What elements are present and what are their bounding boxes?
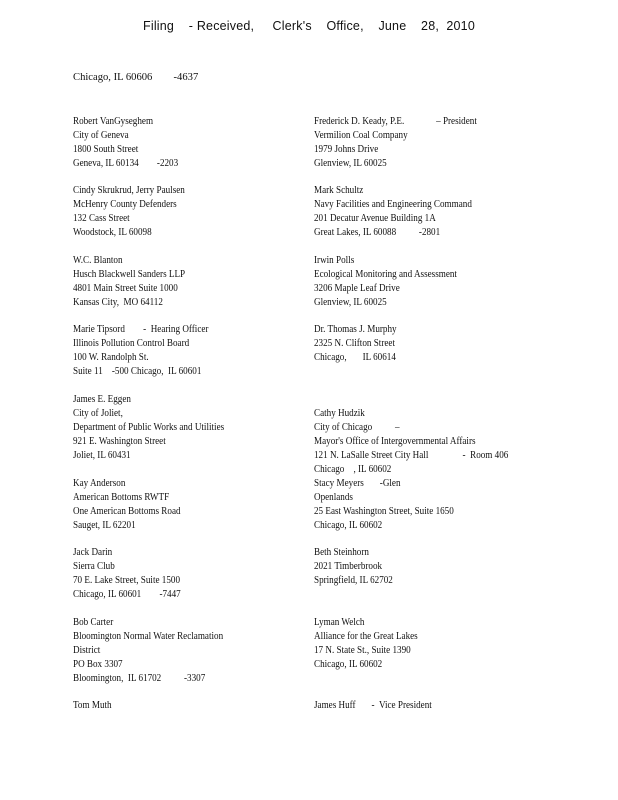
- recipient-name: Mark Schultz: [314, 185, 364, 196]
- address-line: Woodstock, IL 60098: [73, 226, 152, 238]
- address-line: 3206 Maple Leaf Drive: [314, 282, 400, 294]
- address-block: [314, 616, 418, 672]
- address-block: [73, 699, 112, 713]
- address-line: 921 E. Washington Street: [73, 435, 166, 447]
- address-block: [73, 546, 181, 602]
- recipient-name: James Huff - Vice President: [314, 700, 432, 711]
- address-block: [73, 323, 208, 379]
- recipient-name: Bob Carter: [73, 617, 114, 628]
- address-line: 70 E. Lake Street, Suite 1500: [73, 574, 181, 586]
- address-block: [73, 254, 185, 310]
- address-block: [314, 407, 508, 477]
- filing-header: Filing - Received, Clerk's Office, June 28, 2010: [143, 19, 475, 33]
- address-line: Bloomington Normal Water Reclamation: [73, 630, 224, 642]
- address-line: Illinois Pollution Control Board: [73, 337, 190, 349]
- address-line: 1979 Johns Drive: [314, 143, 379, 155]
- recipient-name: Beth Steinhorn: [314, 547, 369, 558]
- address-line: American Bottoms RWTF: [73, 491, 170, 503]
- recipient-name: Lyman Welch: [314, 617, 365, 628]
- recipient-name: W.C. Blanton: [73, 255, 123, 266]
- address-block: [314, 477, 454, 533]
- address-line: 2021 Timberbrook: [314, 560, 383, 572]
- recipient-name: Irwin Polls: [314, 255, 355, 266]
- address-line: Mayor's Office of Intergovernmental Affairs: [314, 435, 476, 447]
- address-line: City of Chicago –: [314, 421, 400, 433]
- address-line: 201 Decatur Avenue Building 1A: [314, 212, 436, 224]
- address-line: 100 W. Randolph St.: [73, 351, 149, 363]
- address-line: Joliet, IL 60431: [73, 449, 131, 461]
- address-block: [314, 184, 472, 240]
- address-line: Bloomington, IL 61702 -3307: [73, 672, 206, 684]
- address-line: 121 N. LaSalle Street City Hall - Room 406: [314, 449, 509, 461]
- address-line: Chicago, IL 60614: [314, 351, 396, 363]
- address-line: Glenview, IL 60025: [314, 296, 387, 308]
- address-line: Department of Public Works and Utilities: [73, 421, 225, 433]
- address-line: 25 East Washington Street, Suite 1650: [314, 505, 454, 517]
- address-block: [314, 546, 393, 588]
- address-block: [73, 184, 185, 240]
- address-line: PO Box 3307: [73, 658, 123, 670]
- address-line: City of Joliet,: [73, 407, 123, 419]
- address-block: [73, 616, 223, 686]
- address-line: Glenview, IL 60025: [314, 157, 387, 169]
- address-block: [73, 477, 181, 533]
- address-block: [314, 323, 397, 365]
- recipient-name: Tom Muth: [73, 700, 112, 711]
- address-line: Husch Blackwell Sanders LLP: [73, 268, 186, 280]
- address-line: Chicago, IL 60602: [314, 519, 383, 531]
- recipient-name: Stacy Meyers -Glen: [314, 478, 401, 489]
- address-line: Chicago , IL 60602: [314, 463, 392, 475]
- recipient-name: Marie Tipsord - Hearing Officer: [73, 324, 209, 335]
- address-line: Great Lakes, IL 60088 -2801: [314, 226, 441, 238]
- address-line: Chicago, IL 60601 -7447: [73, 588, 181, 600]
- address-line: Springfield, IL 62702: [314, 574, 393, 586]
- recipient-name: Kay Anderson: [73, 478, 126, 489]
- recipient-name: Jack Darin: [73, 547, 113, 558]
- address-line: One American Bottoms Road: [73, 505, 181, 517]
- recipient-name: Cindy Skrukrud, Jerry Paulsen: [73, 185, 185, 196]
- address-block: [314, 254, 457, 310]
- recipient-name: Dr. Thomas J. Murphy: [314, 324, 397, 335]
- address-block: [73, 115, 178, 171]
- address-line: 2325 N. Clifton Street: [314, 337, 395, 349]
- address-line: Sierra Club: [73, 560, 115, 572]
- recipient-name: Cathy Hudzik: [314, 408, 365, 419]
- recipient-name: Robert VanGyseghem: [73, 116, 154, 127]
- address-line: City of Geneva: [73, 129, 129, 141]
- address-line: Suite 11 -500 Chicago, IL 60601: [73, 365, 202, 377]
- address-line: Ecological Monitoring and Assessment: [314, 268, 457, 280]
- address-line: Kansas City, MO 64112: [73, 296, 163, 308]
- address-line: 17 N. State St., Suite 1390: [314, 644, 411, 656]
- address-block: [73, 393, 224, 463]
- lead-address-line: Chicago, IL 60606 -4637: [73, 72, 199, 83]
- address-line: Vermilion Coal Company: [314, 129, 408, 141]
- address-block: [314, 115, 477, 171]
- address-line: Chicago, IL 60602: [314, 658, 383, 670]
- address-line: 132 Cass Street: [73, 212, 130, 224]
- address-line: Sauget, IL 62201: [73, 519, 136, 531]
- address-line: McHenry County Defenders: [73, 198, 177, 210]
- address-line: Navy Facilities and Engineering Command: [314, 198, 472, 210]
- address-line: 1800 South Street: [73, 143, 139, 155]
- address-line: Openlands: [314, 491, 353, 503]
- address-line: Alliance for the Great Lakes: [314, 630, 418, 642]
- recipient-name: Frederick D. Keady, P.E. – President: [314, 116, 477, 127]
- address-line: 4801 Main Street Suite 1000: [73, 282, 178, 294]
- address-line: Geneva, IL 60134 -2203: [73, 157, 179, 169]
- address-block: [314, 699, 432, 713]
- recipient-name: James E. Eggen: [73, 394, 131, 405]
- address-line: District: [73, 644, 101, 656]
